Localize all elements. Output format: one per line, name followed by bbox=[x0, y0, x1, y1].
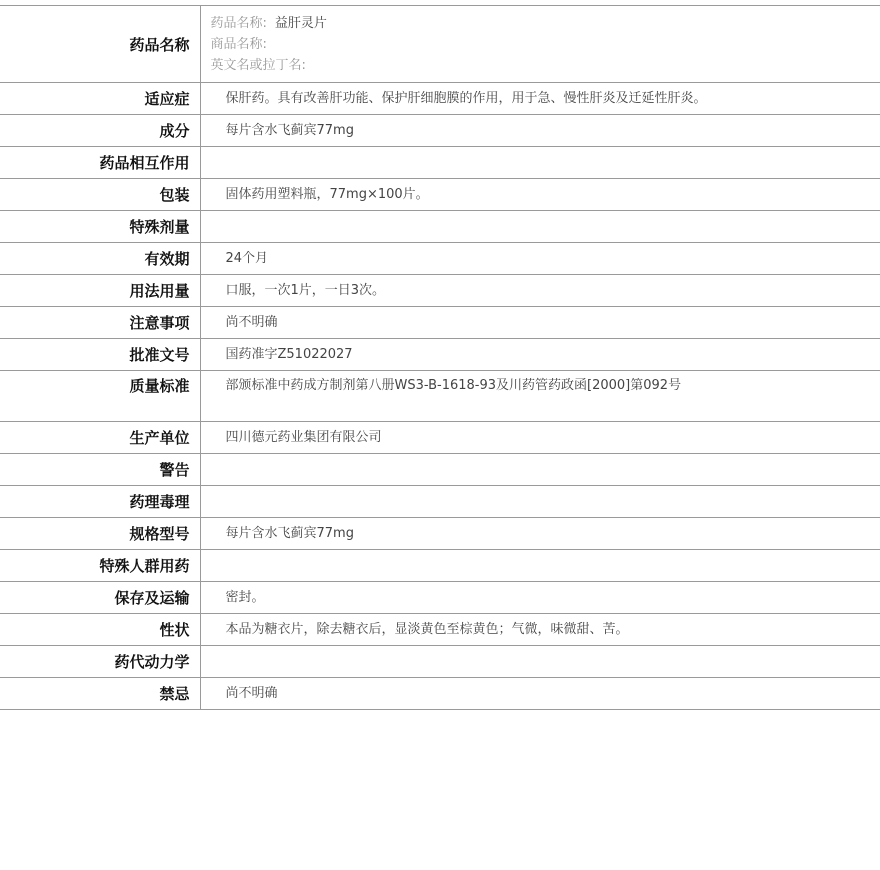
generic-name-value: 益肝灵片 bbox=[274, 15, 327, 31]
row-value: 本品为糖衣片，除去糖衣后，显淡黄色至棕黄色；气微，味微甜、苦。 bbox=[200, 614, 880, 646]
row-value: 24个月 bbox=[200, 243, 880, 275]
row-value: 部颁标准中药成方制剂第八册WS3-B-1618-93及川药管药政函[2000]第092号 bbox=[200, 371, 880, 422]
table-row-manufacturer bbox=[0, 422, 880, 454]
table-row-storage bbox=[0, 582, 880, 614]
table-row-quality-standard bbox=[0, 371, 880, 422]
table-row-warning bbox=[0, 454, 880, 486]
row-value: 每片含水飞蓟宾77mg bbox=[200, 518, 880, 550]
table-row-pharmacokinetics bbox=[0, 646, 880, 678]
row-label: 保存及运输 bbox=[0, 582, 200, 614]
row-value: 口服，一次1片，一日3次。 bbox=[200, 275, 880, 307]
table-row-approval-number bbox=[0, 339, 880, 371]
table-row-description bbox=[0, 614, 880, 646]
row-value bbox=[200, 211, 880, 243]
row-label: 有效期 bbox=[0, 243, 200, 275]
row-label: 生产单位 bbox=[0, 422, 200, 454]
table-row-special-populations bbox=[0, 550, 880, 582]
table-row-contraindications bbox=[0, 678, 880, 710]
row-label: 性状 bbox=[0, 614, 200, 646]
table-row-interactions bbox=[0, 147, 880, 179]
drug-info-table bbox=[0, 5, 880, 710]
english-name-line bbox=[211, 55, 880, 76]
table-row-dosage bbox=[0, 275, 880, 307]
table-row-packaging bbox=[0, 179, 880, 211]
row-label: 规格型号 bbox=[0, 518, 200, 550]
trade-name-line bbox=[211, 34, 880, 55]
row-label: 特殊剂量 bbox=[0, 211, 200, 243]
table-row-precautions bbox=[0, 307, 880, 339]
row-value: 密封。 bbox=[200, 582, 880, 614]
row-label: 适应症 bbox=[0, 83, 200, 115]
generic-name-key: 药品名称: bbox=[210, 15, 267, 31]
row-value bbox=[200, 454, 880, 486]
row-label: 注意事项 bbox=[0, 307, 200, 339]
row-value: 每片含水飞蓟宾77mg bbox=[200, 115, 880, 147]
row-value bbox=[200, 646, 880, 678]
english-name-key: 英文名或拉丁名: bbox=[210, 57, 306, 73]
row-value bbox=[200, 147, 880, 179]
row-label: 批准文号 bbox=[0, 339, 200, 371]
row-label: 禁忌 bbox=[0, 678, 200, 710]
row-label: 药代动力学 bbox=[0, 646, 200, 678]
drug-name-cell bbox=[200, 6, 880, 83]
row-label: 特殊人群用药 bbox=[0, 550, 200, 582]
row-value: 国药准字Z51022027 bbox=[200, 339, 880, 371]
table-row-shelf-life bbox=[0, 243, 880, 275]
row-value: 保肝药。具有改善肝功能、保护肝细胞膜的作用，用于急、慢性肝炎及迁延性肝炎。 bbox=[200, 83, 880, 115]
trade-name-key: 商品名称: bbox=[210, 36, 267, 52]
row-label: 药理毒理 bbox=[0, 486, 200, 518]
row-value: 尚不明确 bbox=[200, 307, 880, 339]
table-row-drug-name bbox=[0, 6, 880, 83]
row-label: 警告 bbox=[0, 454, 200, 486]
table-row-pharmacology bbox=[0, 486, 880, 518]
table-row-ingredients bbox=[0, 115, 880, 147]
row-label: 用法用量 bbox=[0, 275, 200, 307]
row-label: 成分 bbox=[0, 115, 200, 147]
row-value bbox=[200, 486, 880, 518]
table-row-indications bbox=[0, 83, 880, 115]
row-value: 尚不明确 bbox=[200, 678, 880, 710]
table-row-special-dosage bbox=[0, 211, 880, 243]
row-label: 质量标准 bbox=[0, 371, 200, 422]
table-row-specification bbox=[0, 518, 880, 550]
row-value bbox=[200, 550, 880, 582]
row-value: 四川德元药业集团有限公司 bbox=[200, 422, 880, 454]
row-label: 包装 bbox=[0, 179, 200, 211]
row-label: 药品名称 bbox=[0, 6, 200, 83]
row-label: 药品相互作用 bbox=[0, 147, 200, 179]
row-value: 固体药用塑料瓶，77mg×100片。 bbox=[200, 179, 880, 211]
generic-name-line bbox=[211, 13, 880, 34]
